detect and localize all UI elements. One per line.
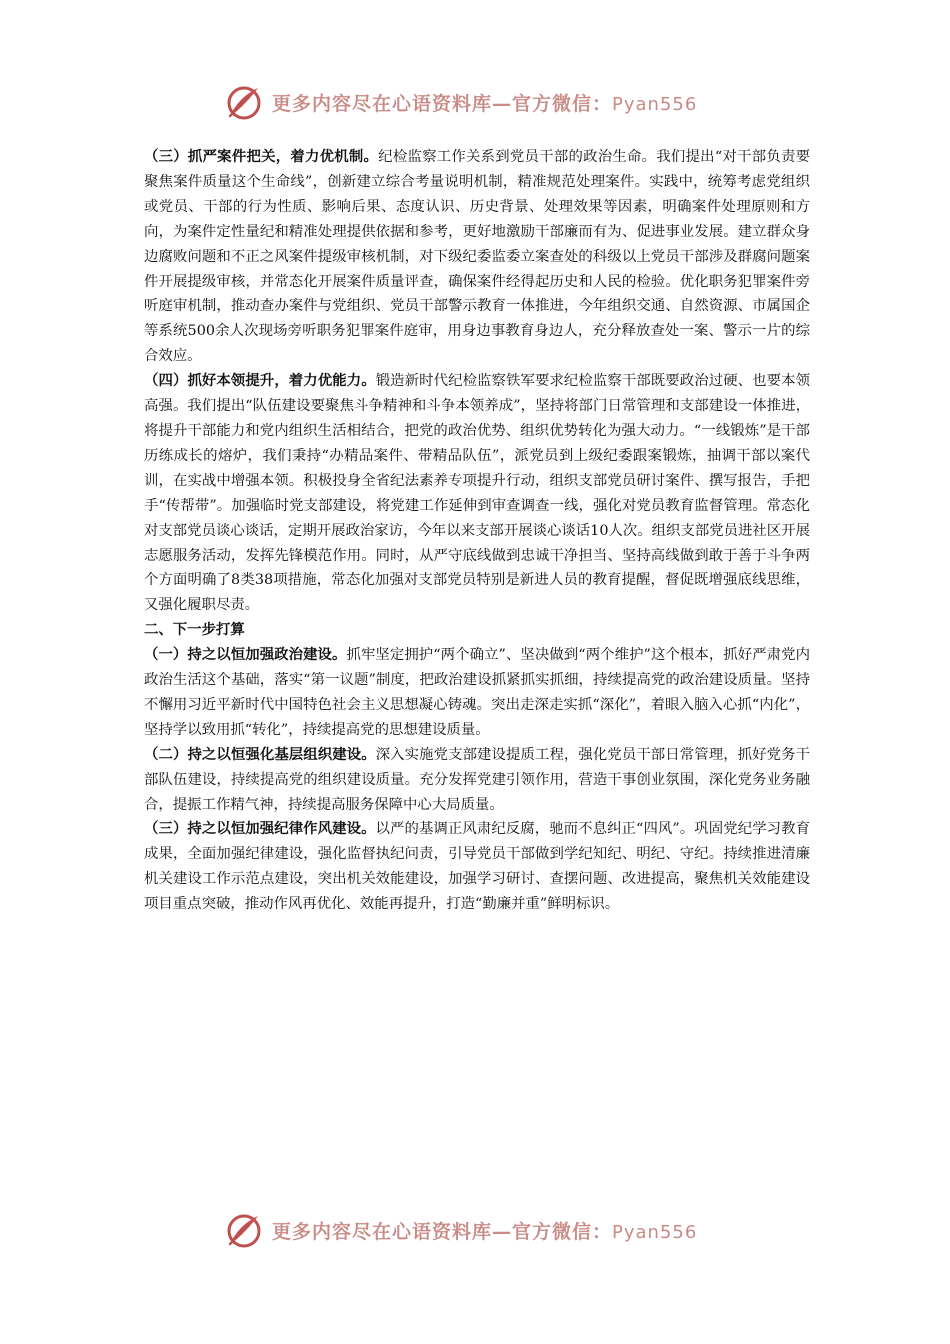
- header-watermark: [224, 82, 744, 122]
- wechat-id: Pyan556: [612, 93, 698, 115]
- footer-watermark: [224, 1210, 744, 1250]
- paragraph-heading: （四）抓好本领提升，着力优能力。: [144, 372, 376, 390]
- footer-watermark-text: 更多内容尽在心语资料库—官方微信：Pyan556: [272, 1220, 698, 1243]
- pen-logo-icon: [224, 82, 264, 122]
- wechat-id: Pyan556: [612, 1221, 698, 1243]
- paragraph-heading: （一）持之以恒加强政治建设。: [144, 646, 347, 664]
- paragraph-text: 抓牢坚定拥护“两个确立”、坚决做到“两个维护”这个根本，抓好严肃党内政治生活这个基础，落实“第一议题”制度，把政治建设抓紧抓实抓细，持续提高党的政治建设质量。坚持不懈用习近平新时代中国特色社会主义思想凝心铸魂。突出走深走实抓“深化”，着眼入脑入心抓“内化”，坚持学以致用抓“转化”，持续提高党的思想建设质量。: [144, 647, 810, 738]
- pen-logo-icon: [224, 1210, 264, 1250]
- paragraph-heading: （三）持之以恒加强纪律作风建设。: [144, 820, 376, 838]
- paragraph-text: 锻造新时代纪检监察铁军要求纪检监察干部既要政治过硬、也要本领高强。我们提出“队伍建设要聚焦斗争精神和斗争本领养成”，坚持将部门日常管理和支部建设一体推进，将提升干部能力和党内组织生活相结合，把党的政治优势、组织优势转化为强大动力。“一线锻炼”是干部历练成长的熔炉，我们秉持“办精品案件、带精品队伍”，派党员到上级纪委跟案锻炼，抽调干部以案代训，在实战中增强本领。积极投身全省纪法素养专项提升行动，组织支部党员研讨案件、撰写报告，手把手“传帮带”。加强临时党支部建设，将党建工作延伸到审查调查一线，强化对党员教育监督管理。常态化对支部党员谈心谈话，定期开展政治家访，今年以来支部开展谈心谈话10人次。组织支部党员进社区开展志愿服务活动，发挥先锋模范作用。同时，从严守底线做到忠诚干净担当、坚持高线做到敢于善于斗争两个方面明确了8类38项措施，常态化加强对支部党员特别是新进人员的教育提醒，督促既增强底线思维，又强化履职尽责。: [144, 373, 810, 614]
- paragraph-case-review: [144, 145, 810, 369]
- paragraph-text: 深入实施党支部建设提质工程，强化党员干部日常管理，抓好党务干部队伍建设，持续提高党的组织建设质量。充分发挥党建引领作用，营造干事创业氛围，深化党务业务融合，提振工作精气神，持续提高服务保障中心大局质量。: [144, 746, 810, 813]
- paragraph-capability: [144, 369, 810, 618]
- paragraph-discipline-style: [144, 817, 810, 917]
- document-body: [144, 145, 810, 917]
- paragraph-heading: （二）持之以恒强化基层组织建设。: [144, 745, 376, 763]
- paragraph-political-building: [144, 643, 810, 743]
- header-watermark-text: 更多内容尽在心语资料库—官方微信：Pyan556: [272, 92, 698, 115]
- paragraph-grassroots-organization: [144, 743, 810, 818]
- section-title-next-steps: 二、下一步打算: [144, 621, 245, 639]
- paragraph-text: 纪检监察工作关系到党员干部的政治生命。我们提出“对干部负责要聚焦案件质量这个生命线”，创新建立综合考量说明机制，精准规范处理案件。实践中，统筹考虑党组织或党员、干部的行为性质、影响后果、态度认识、历史背景、处理效果等因素，明确案件处理原则和方向，为案件定性量纪和精准处理提供依据和参考，更好地激励干部廉而有为、促进事业发展。建立群众身边腐败问题和不正之风案件提级审核机制，对下级纪委监委立案查处的科级以上党员干部涉及群腐问题案件开展提级审核，并常态化开展案件质量评查，确保案件经得起历史和人民的检验。优化职务犯罪案件旁听庭审机制，推动查办案件与党组织、党员干部警示教育一体推进，今年组织交通、自然资源、市属国企等系统500余人次现场旁听职务犯罪案件庭审，用身边事教育身边人，充分释放查处一案、警示一片的综合效应。: [144, 149, 810, 365]
- paragraph-heading: （三）抓严案件把关，着力优机制。: [144, 148, 379, 165]
- paragraph-text: 以严的基调正风肃纪反腐，驰而不息纠正“四风”。巩固党纪学习教育成果，全面加强纪律建设，强化监督执纪问责，引导党员干部做到学纪知纪、明纪、守纪。持续推进清廉机关建设工作示范点建设，突出机关效能建设，加强学习研讨、查摆问题、改进提高，聚焦机关效能建设项目重点突破，推动作风再优化、效能再提升，打造“勤廉并重”鲜明标识。: [144, 821, 810, 913]
